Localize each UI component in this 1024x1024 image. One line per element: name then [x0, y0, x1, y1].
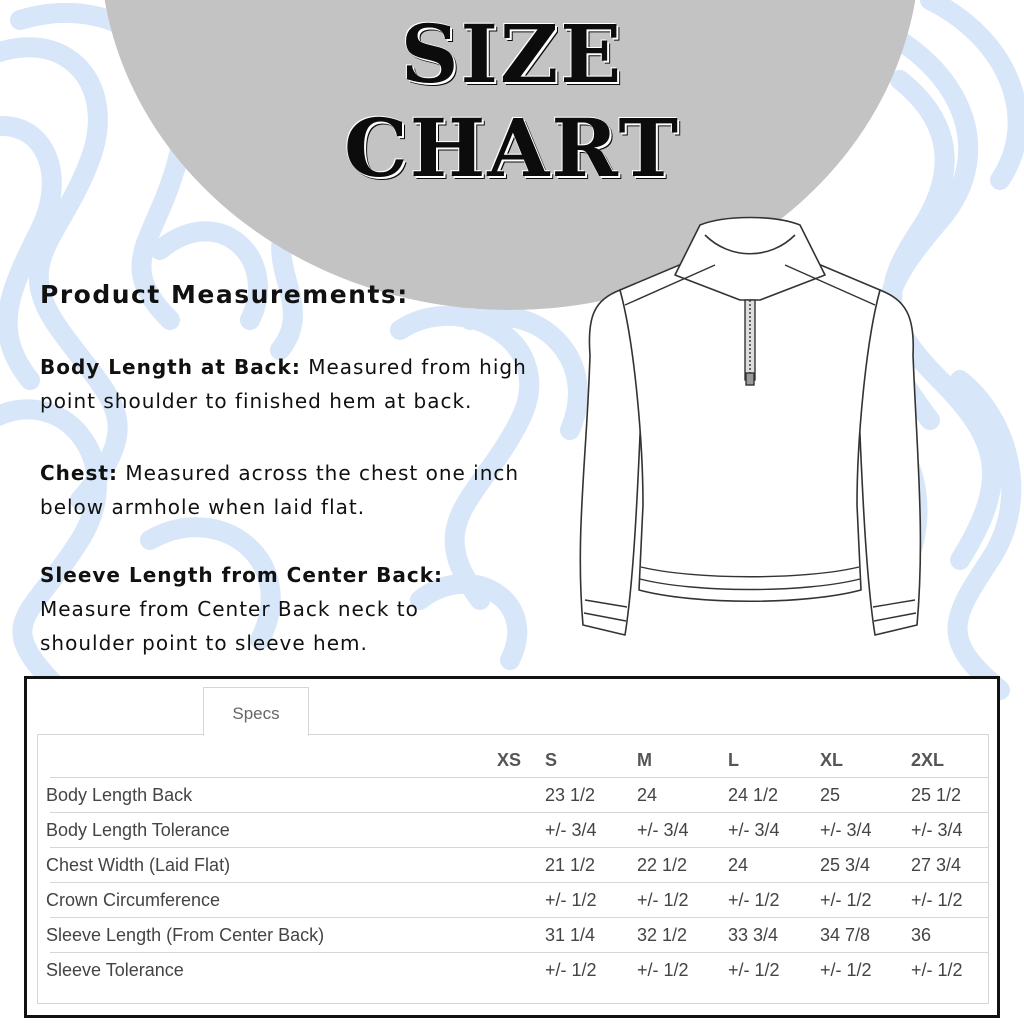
table-cell: +/- 1/2 — [820, 960, 872, 980]
table-cell: +/- 3/4 — [820, 820, 872, 840]
description-label: Chest: — [40, 461, 118, 485]
table-cell: 25 3/4 — [820, 855, 871, 875]
column-header: 2XL — [911, 750, 945, 770]
table-cell: +/- 1/2 — [911, 890, 963, 910]
description-label: Body Length at Back: — [40, 355, 301, 379]
table-cell: +/- 1/2 — [911, 960, 963, 980]
description-item — [40, 350, 570, 418]
table-row — [46, 777, 988, 813]
table-cell: +/- 3/4 — [637, 820, 689, 840]
table-cell: 33 3/4 — [728, 925, 779, 945]
table-row — [46, 812, 988, 848]
table-cell: 31 1/4 — [545, 925, 596, 945]
row-name: Body Length Back — [46, 785, 193, 805]
table-header-row — [50, 743, 988, 778]
table-cell: 24 1/2 — [728, 785, 779, 805]
table-cell: 25 — [820, 785, 841, 805]
row-name: Crown Circumference — [46, 890, 221, 910]
description-label: Sleeve Length from Center Back: — [40, 563, 444, 587]
description-item — [40, 456, 570, 524]
table-cell: 34 7/8 — [820, 925, 871, 945]
column-header: L — [728, 750, 739, 770]
column-header: S — [545, 750, 558, 770]
spec-table-box — [24, 676, 1000, 1018]
table-cell: 36 — [911, 925, 932, 945]
description-text: Measured across the chest one inch below armhole when laid flat. — [40, 461, 520, 519]
description-item — [40, 558, 510, 660]
spec-panel — [37, 734, 989, 1004]
column-header: M — [637, 750, 652, 770]
table-cell: 24 — [637, 785, 658, 805]
measurements-heading: Product Measurements: — [40, 280, 409, 309]
table-cell: +/- 1/2 — [637, 890, 689, 910]
table-cell: 25 1/2 — [911, 785, 962, 805]
table-cell: +/- 1/2 — [637, 960, 689, 980]
quarter-zip-sweatshirt-icon — [565, 205, 935, 675]
table-row — [46, 952, 988, 988]
row-name: Sleeve Length (From Center Back) — [46, 925, 325, 945]
table-cell: +/- 3/4 — [728, 820, 780, 840]
row-name: Body Length Tolerance — [46, 820, 230, 840]
description-text: Measured from high point shoulder to finished hem at back. — [40, 355, 527, 413]
title-line-2: CHART — [344, 101, 680, 195]
table-row — [46, 882, 988, 918]
table-cell: 27 3/4 — [911, 855, 962, 875]
table-cell: +/- 3/4 — [545, 820, 597, 840]
table-row — [46, 917, 988, 953]
table-cell: 22 1/2 — [637, 855, 688, 875]
table-cell: 32 1/2 — [637, 925, 688, 945]
table-cell: 21 1/2 — [545, 855, 596, 875]
row-name: Chest Width (Laid Flat) — [46, 855, 231, 875]
table-cell: +/- 1/2 — [728, 960, 780, 980]
table-cell: +/- 1/2 — [728, 890, 780, 910]
tab-specs[interactable]: Specs — [203, 687, 309, 736]
column-header: XS — [497, 750, 522, 770]
table-cell: +/- 1/2 — [545, 960, 597, 980]
column-header: XL — [820, 750, 844, 770]
table-cell: +/- 3/4 — [911, 820, 963, 840]
row-name: Sleeve Tolerance — [46, 960, 184, 980]
description-text: Measure from Center Back neck to shoulder point to sleeve hem. — [40, 597, 419, 655]
table-cell: 24 — [728, 855, 749, 875]
table-cell: 23 1/2 — [545, 785, 596, 805]
table-row — [46, 847, 988, 883]
title-line-1: SIZE — [400, 7, 624, 101]
table-cell: +/- 1/2 — [820, 890, 872, 910]
table-cell: +/- 1/2 — [545, 890, 597, 910]
